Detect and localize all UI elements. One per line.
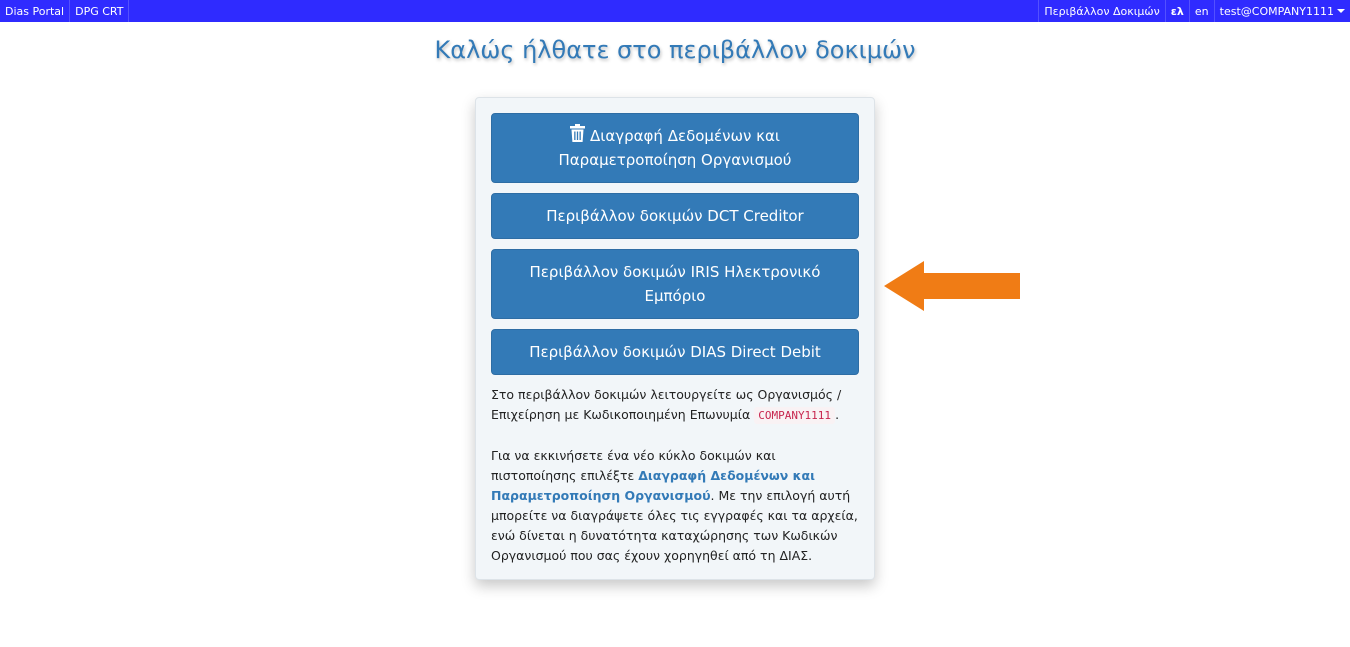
nav-test-environment[interactable]: Περιβάλλον Δοκιμών [1038,0,1164,22]
info-paragraph-2 [491,446,859,566]
trash-icon [570,124,585,142]
dct-button-label: Περιβάλλον δοκιμών DCT Creditor [546,207,804,225]
iris-button-label-line2: Εμπόριο [644,287,706,305]
navbar-left [0,0,129,22]
test-environment-panel [475,97,875,580]
info-p2-text-a: Για να εκκινήσετε ένα νέο κύκλο δοκιμών και πιστοποίησης επιλέξτε [491,448,776,483]
delete-button-label-line1: Διαγραφή Δεδομένων και [590,127,780,145]
user-email: test@COMPANY1111 [1219,4,1334,18]
navbar-right [1038,0,1350,22]
info-p1-text: Στο περιβάλλον δοκιμών λειτουργείτε ως Οργανισμός / Επιχείρηση με Κωδικοποιημένη Επωνυμία [491,387,842,422]
user-menu-dropdown[interactable] [1214,0,1350,22]
info-paragraph-1 [491,385,859,426]
dias-direct-debit-button[interactable] [491,329,859,375]
dct-creditor-button[interactable] [491,193,859,239]
lang-en-link[interactable]: en [1189,0,1214,22]
info-p2-text-b: . Με την επιλογή αυτή μπορείτε να διαγράψετε όλες τις εγγραφές και τα αρχεία, ενώ δίνεται η δυνατότητα καταχώρησης των Κωδικών Οργανισμού που σας έχουν χορηγηθεί από τη ΔΙΑΣ. [491,488,858,563]
iris-button-label-line1: Περιβάλλον δοκιμών IRIS Ηλεκτρονικό [529,263,821,281]
nav-dias-portal[interactable]: Dias Portal [0,0,70,22]
company-code: COMPANY1111 [754,407,835,424]
delete-button-label-line2: Παραμετροποίηση Οργανισμού [558,151,792,169]
nav-dpg-crt[interactable]: DPG CRT [70,0,129,22]
left-arrow-icon [884,261,1020,311]
lang-el-link[interactable]: ελ [1165,0,1189,22]
iris-ecommerce-button[interactable] [491,249,859,319]
chevron-down-icon [1337,9,1345,13]
top-navbar [0,0,1350,22]
page-title: Καλώς ήλθατε στο περιβάλλον δοκιμών [434,36,916,64]
dias-button-label: Περιβάλλον δοκιμών DIAS Direct Debit [529,343,821,361]
delete-data-button[interactable] [491,113,859,183]
info-p1-end: . [835,407,840,422]
delete-data-link[interactable]: Διαγραφή Δεδομένων και Παραμετροποίηση Οργανισμού [491,468,815,503]
info-text [491,385,859,566]
